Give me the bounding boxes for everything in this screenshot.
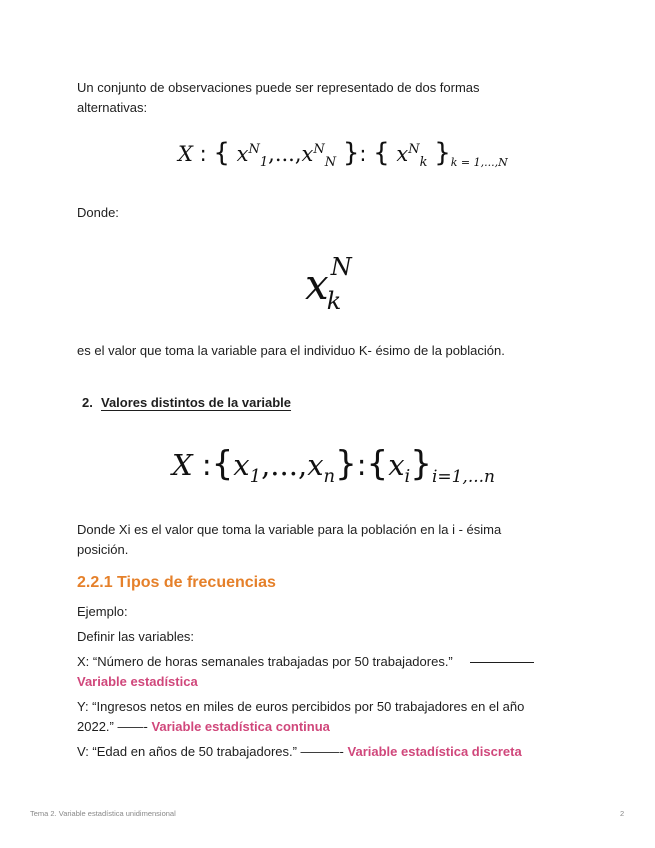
formula1-index: k = 1,...,N — [450, 156, 508, 170]
section-title: 2.2.1 Tipos de frecuencias — [77, 574, 276, 591]
formula2-close-brace: } — [335, 444, 357, 484]
footer-page-number: 2 — [620, 809, 625, 818]
formula2-term1: $x_1$ — [233, 448, 262, 487]
var-v-type: Variable estadística discreta — [347, 744, 522, 759]
formula1-term1: $x^N_1$ — [236, 142, 269, 171]
formula1-open-brace: { — [213, 138, 230, 168]
formula2-open-brace-2: { — [366, 444, 389, 484]
intro-paragraph — [77, 78, 567, 118]
list-number: 2. — [82, 395, 93, 410]
formula2-close-brace-2: } — [410, 444, 432, 484]
xi-description — [77, 520, 567, 560]
formula2-open-brace: { — [211, 444, 234, 484]
intro-line-2: alternativas: — [77, 100, 148, 115]
formula1-ellipsis: ,..., — [268, 142, 302, 166]
xi-line-2: posición. — [77, 542, 129, 557]
var-y-line-2: 2022.” ——- — [77, 719, 148, 734]
formula1-open-brace-2: { — [373, 138, 390, 168]
var-x-paragraph — [77, 652, 567, 692]
formula2-ellipsis: ,..., — [261, 448, 308, 482]
var-v-paragraph — [77, 742, 567, 762]
xk-base: x — [305, 260, 329, 309]
example-label: Ejemplo: — [77, 604, 128, 619]
formula1-colon-2: : — [359, 142, 367, 166]
formula1-close-brace-2: } — [434, 138, 451, 168]
formula1-close-brace: } — [342, 138, 360, 168]
var-y-line-1: Y: “Ingresos netos en miles de euros percibidos por 50 trabajadores en el año — [77, 699, 525, 714]
donde-label: Donde: — [77, 205, 119, 220]
var-y-type: Variable estadística continua — [151, 719, 330, 734]
formula1-term2: $x^N_N$ — [301, 142, 337, 171]
xk-description: es el valor que toma la variable para el individuo K- ésimo de la población. — [77, 343, 505, 358]
intro-line-1: Un conjunto de observaciones puede ser representado de dos formas — [77, 80, 480, 95]
footer-title: Tema 2. Variable estadística unidimensional — [30, 809, 176, 818]
var-x-type: Variable estadística — [77, 674, 198, 689]
var-y-paragraph — [77, 697, 567, 737]
var-x-text: X: “Número de horas semanales trabajadas por 50 trabajadores.” — [77, 654, 453, 669]
formula2-colon: : — [201, 448, 212, 482]
var-x-dash — [470, 662, 534, 663]
formula2-term2: $x_n$ — [307, 448, 336, 487]
formula2-lhs: X — [172, 448, 193, 482]
formula1-colon: : — [199, 142, 207, 166]
xk-sup: N — [330, 253, 352, 281]
xk-sub: k — [326, 287, 342, 315]
list-title: Valores distintos de la variable — [101, 395, 292, 410]
xi-line-1: Donde Xi es el valor que toma la variable para la población en la i - ésima — [77, 522, 502, 537]
formula-observations — [178, 138, 508, 171]
formula-distinct-values — [172, 444, 495, 487]
formula1-lhs: X — [178, 142, 193, 166]
formula-xk — [305, 255, 352, 315]
define-label: Definir las variables: — [77, 629, 195, 644]
formula2-colon-2: : — [356, 448, 367, 482]
formula2-index: i=1,...n — [431, 466, 495, 487]
formula1-term3: $x^N_k$ — [396, 142, 428, 171]
var-v-text: V: “Edad en años de 50 trabajadores.” ———- — [77, 744, 344, 759]
formula2-term3: $x_i$ — [388, 448, 411, 487]
